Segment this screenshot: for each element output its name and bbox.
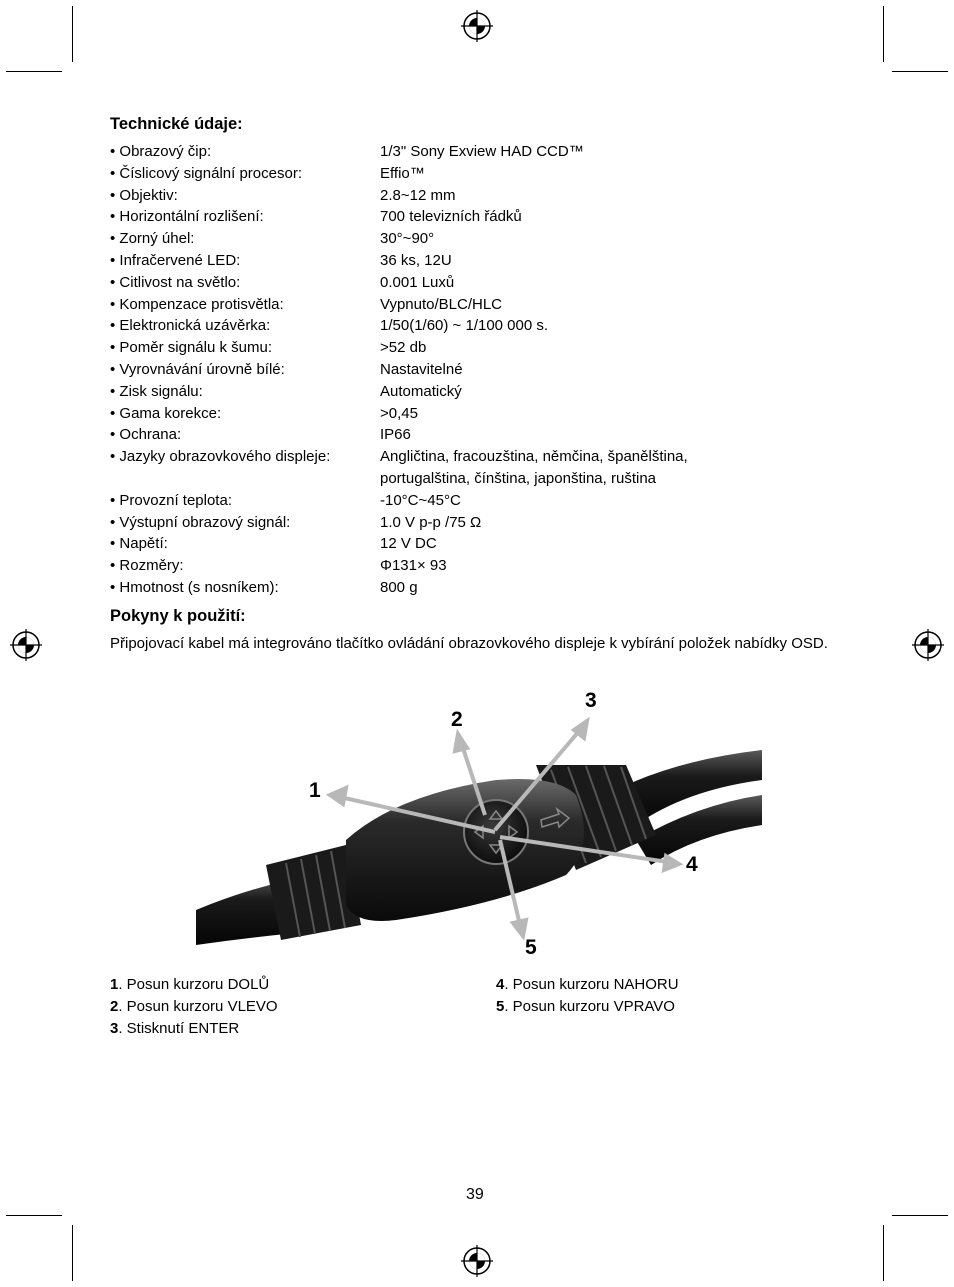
- spec-value: portugalština, čínština, japonština, ruština: [380, 469, 656, 487]
- spec-label: • Jazyky obrazovkového displeje:: [110, 448, 331, 466]
- legend-item: [496, 974, 679, 996]
- callout-number-5: 5: [525, 936, 537, 959]
- spec-label: • Obrazový čip:: [110, 143, 212, 160]
- spec-value: >52 db: [380, 339, 427, 357]
- spec-label: • Provozní teplota:: [110, 491, 232, 509]
- spec-value: Angličtina, fracouzština, němčina, španělština,: [380, 448, 688, 466]
- legend-text: . Posun kurzoru NAHORU: [504, 976, 679, 993]
- callout-number-2: 2: [451, 708, 463, 731]
- spec-label: • Zisk signálu:: [110, 382, 203, 400]
- spec-label: • Kompenzace protisvětla:: [110, 295, 284, 313]
- legend-text: . Stisknutí ENTER: [118, 1020, 240, 1037]
- spec-label: • Číslicový signální procesor:: [110, 164, 302, 182]
- spec-value: 1.0 V p-p /75 Ω: [380, 513, 482, 531]
- specs-title: Technické údaje:: [110, 115, 243, 133]
- spec-label: • Ochrana:: [110, 426, 182, 444]
- legend-item: [110, 1018, 278, 1040]
- spec-value: >0,45: [380, 404, 418, 422]
- legend-item: [110, 974, 278, 996]
- spec-value: 800 g: [380, 578, 418, 596]
- spec-value: 2.8~12 mm: [380, 186, 456, 204]
- legend-right: [496, 974, 679, 1018]
- spec-value: Φ131× 93: [380, 557, 447, 575]
- spec-value: Effio™: [380, 164, 425, 182]
- spec-value: Vypnuto/BLC/HLC: [380, 295, 503, 313]
- legend-number: 2: [110, 998, 119, 1015]
- legend-number: 5: [496, 998, 505, 1015]
- spec-label: • Citlivost na světlo:: [110, 273, 241, 291]
- callout-number-4: 4: [686, 853, 698, 876]
- spec-label: • Objektiv:: [110, 186, 178, 204]
- legend-text: . Posun kurzoru DOLŮ: [118, 976, 270, 993]
- legend-text: . Posun kurzoru VLEVO: [118, 998, 278, 1015]
- spec-label: • Infračervené LED:: [110, 251, 241, 269]
- spec-value: 0.001 Luxů: [380, 273, 455, 291]
- spec-value: IP66: [380, 426, 411, 444]
- spec-label: • Rozměry:: [110, 557, 184, 575]
- spec-value: 36 ks, 12U: [380, 251, 452, 269]
- spec-label: • Vyrovnávání úrovně bílé:: [110, 360, 285, 378]
- spec-value: Nastavitelné: [380, 360, 463, 378]
- usage-title: Pokyny k použití:: [110, 607, 246, 625]
- spec-value: 1/3" Sony Exview HAD CCD™: [380, 143, 584, 160]
- callout-number-1: 1: [309, 779, 321, 802]
- spec-value: 30°~90°: [380, 230, 435, 248]
- legend-left: [110, 974, 278, 1040]
- legend-number: 4: [496, 976, 505, 993]
- spec-label: • Poměr signálu k šumu:: [110, 339, 272, 357]
- legend-number: 1: [110, 976, 119, 993]
- spec-label: • Výstupní obrazový signál:: [110, 513, 291, 531]
- spec-value: -10°C~45°C: [380, 491, 461, 509]
- spec-value: Automatický: [380, 382, 462, 400]
- callout-number-3: 3: [585, 689, 597, 712]
- legend-number: 3: [110, 1020, 119, 1037]
- spec-label: • Gama korekce:: [110, 404, 222, 422]
- page-number: 39: [466, 1186, 484, 1203]
- spec-label: • Napětí:: [110, 535, 168, 553]
- spec-label: • Elektronická uzávěrka:: [110, 317, 271, 335]
- usage-text: Připojovací kabel má integrováno tlačítko ovládání obrazovkového displeje k vybírání položek nabídky OSD.: [110, 635, 828, 652]
- spec-label: • Horizontální rozlišení:: [110, 208, 264, 226]
- spec-label: • Hmotnost (s nosníkem):: [110, 578, 279, 596]
- spec-value: 12 V DC: [380, 535, 437, 553]
- spec-value: 1/50(1/60) ~ 1/100 000 s.: [380, 317, 549, 335]
- legend-text: . Posun kurzoru VPRAVO: [504, 998, 675, 1015]
- spec-label: • Zorný úhel:: [110, 230, 195, 248]
- spec-value: 700 televizních řádků: [380, 208, 522, 226]
- legend-item: [496, 996, 679, 1018]
- legend-item: [110, 996, 278, 1018]
